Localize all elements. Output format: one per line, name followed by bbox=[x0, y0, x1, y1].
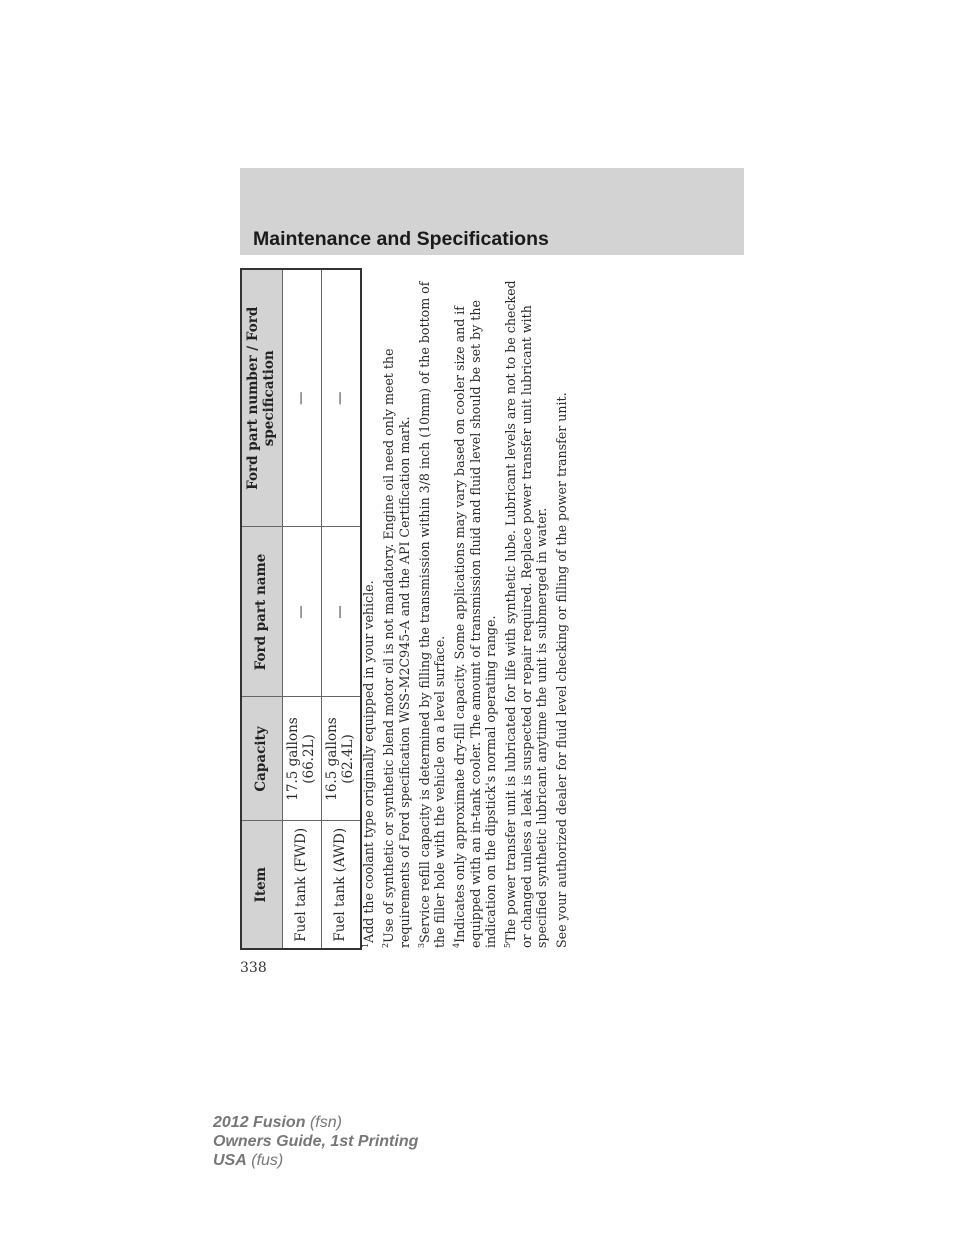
footnote-text: See your authorized dealer for fluid level checking or filling of the power transfer unit. bbox=[554, 392, 569, 948]
footnote-text: Indicates only approximate dry-fill capacity. Some applications may vary based on cooler size and if equipped with an in-tank cooler. The amount of transmission fluid and fluid level should be set by the indication on the dipstick's normal operating range. bbox=[452, 300, 498, 948]
footer-region-code: (fus) bbox=[251, 1152, 284, 1169]
cell-part-number: — bbox=[322, 269, 362, 527]
footnote-mark: 4 bbox=[451, 942, 461, 948]
footnote-mark: 1 bbox=[360, 942, 370, 948]
table-header-row bbox=[241, 269, 283, 949]
column-header-item: Item bbox=[241, 821, 283, 949]
footnote-text: Use of synthetic or synthetic blend motor oil is not mandatory. Engine oil need only meet the requirements of Ford specification WSS-M2C945-A and the API Certification mark. bbox=[381, 348, 412, 948]
cell-part-name: — bbox=[322, 527, 362, 697]
footnote-text: Add the coolant type originally equipped in your vehicle. bbox=[361, 580, 376, 943]
cell-part-number: — bbox=[283, 269, 322, 527]
footnote bbox=[361, 272, 377, 948]
section-title: Maintenance and Specifications bbox=[253, 228, 549, 250]
footnote bbox=[381, 272, 412, 948]
footnote-text: Service refill capacity is determined by filling the transmission within 3/8 inch (10mm) of the bottom of the filler hole with the vehicle on a level surface. bbox=[416, 281, 447, 948]
cell-capacity: 16.5 gallons (62.4L) bbox=[322, 697, 362, 821]
footer-imprint bbox=[213, 1113, 418, 1170]
footer-model: 2012 Fusion bbox=[213, 1114, 306, 1131]
footnote-mark: 2 bbox=[380, 942, 390, 948]
column-header-part-number: Ford part number / Ford specification bbox=[241, 269, 283, 527]
column-header-part-name: Ford part name bbox=[241, 527, 283, 697]
footer-line-region bbox=[213, 1151, 418, 1170]
footnote-mark: 3 bbox=[416, 942, 426, 948]
footnote bbox=[417, 272, 448, 948]
cell-part-name: — bbox=[283, 527, 322, 697]
table-row bbox=[322, 269, 362, 949]
footnote-mark: 5 bbox=[502, 942, 512, 948]
cell-capacity: 17.5 gallons (66.2L) bbox=[283, 697, 322, 821]
cell-item: Fuel tank (AWD) bbox=[322, 821, 362, 949]
footer-guide: Owners Guide, 1st Printing bbox=[213, 1133, 419, 1150]
footnote-note bbox=[554, 272, 570, 948]
footer-line-model bbox=[213, 1113, 418, 1132]
section-header-band bbox=[240, 168, 744, 255]
footnote bbox=[452, 272, 499, 948]
table-row bbox=[283, 269, 322, 949]
column-header-capacity: Capacity bbox=[241, 697, 283, 821]
rotated-content bbox=[240, 270, 596, 950]
cell-item: Fuel tank (FWD) bbox=[283, 821, 322, 949]
rotated-inner bbox=[240, 270, 596, 950]
footer-line-guide bbox=[213, 1132, 418, 1151]
capacity-table bbox=[240, 268, 362, 950]
footnote-text: The power transfer unit is lubricated for life with synthetic lube. Lubricant levels are not to be checked or changed unless a leak is suspected or repair required. Replace power transfer unit lubricant with specified synthetic lubricant anytime the unit is submerged in water. bbox=[503, 280, 549, 948]
footer-model-code: (fsn) bbox=[309, 1114, 342, 1131]
footnotes bbox=[361, 272, 574, 948]
footnote bbox=[503, 272, 550, 948]
footer-region: USA bbox=[213, 1152, 247, 1169]
page-number: 338 bbox=[240, 960, 267, 976]
